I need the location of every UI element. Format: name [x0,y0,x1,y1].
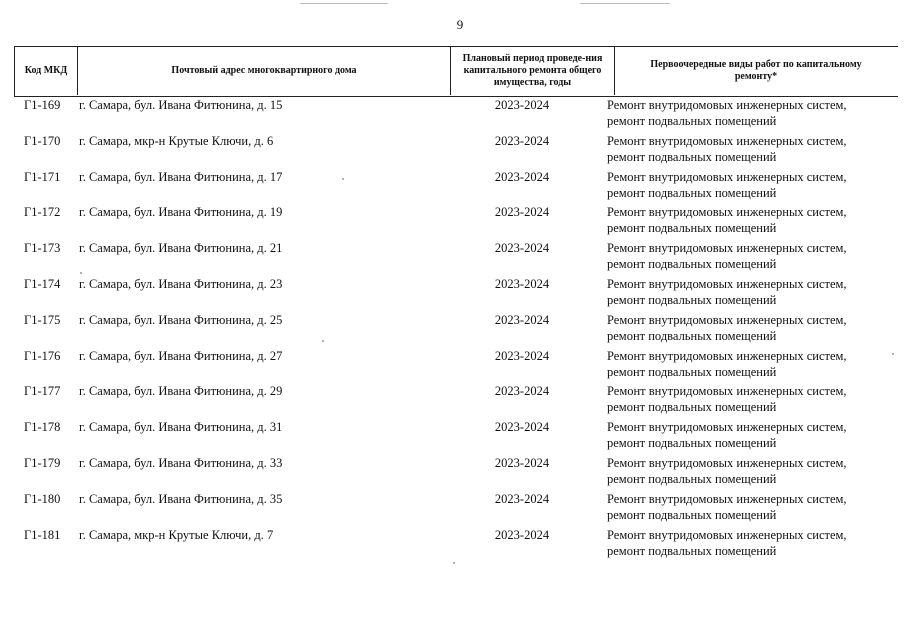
row-works-line2: ремонт подвальных помещений [607,114,777,128]
scan-speck [453,562,455,564]
row-period: 2023-2024 [494,241,550,256]
row-period: 2023-2024 [494,420,550,435]
row-works-line2: ремонт подвальных помещений [607,471,777,486]
row-works-line2: ремонт подвальных помещений [607,543,777,558]
row-period: 2023-2024 [494,491,550,506]
row-address: г. Самара, бул. Ивана Фитюнина, д. 23 [79,276,283,291]
row-address: г. Самара, бул. Ивана Фитюнина, д. 35 [79,491,283,506]
table-row [0,527,905,563]
row-address: г. Самара, мкр-н Крутые Ключи, д. 6 [79,133,274,148]
scan-speck [322,340,324,342]
row-code: Г1-171 [24,169,61,184]
row-works [607,312,847,344]
row-works [607,240,847,272]
row-works-line2: ремонт подвальных помещений [607,257,777,272]
row-code: Г1-179 [24,455,61,470]
row-period: 2023-2024 [494,98,550,112]
row-period: 2023-2024 [494,133,550,148]
row-works-line1: Ремонт внутридомовых инженерных систем, [607,205,847,220]
header-address: Почтовый адрес многоквартирного дома [78,47,451,95]
table-row [0,312,905,348]
row-works-line1: Ремонт внутридомовых инженерных систем, [607,276,847,291]
row-works-line1: Ремонт внутридомовых инженерных систем, [607,133,847,148]
row-works-line2: ремонт подвальных помещений [607,185,777,200]
row-works [607,491,847,523]
header-code: Код МКД [15,47,78,95]
row-address: г. Самара, бул. Ивана Фитюнина, д. 15 [79,98,283,112]
row-works [607,527,847,559]
row-period: 2023-2024 [494,384,550,399]
row-period: 2023-2024 [494,312,550,327]
row-works-line1: Ремонт внутридомовых инженерных систем, [607,455,847,470]
row-address: г. Самара, бул. Ивана Фитюнина, д. 33 [79,455,283,470]
row-code: Г1-176 [24,348,61,363]
row-works-line1: Ремонт внутридомовых инженерных систем, [607,169,847,184]
table-row [0,383,905,419]
row-works [607,204,847,236]
row-works-line2: ремонт подвальных помещений [607,221,777,236]
row-period: 2023-2024 [494,169,550,184]
row-code: Г1-178 [24,420,61,435]
table-row [0,97,905,133]
scan-speck [80,272,82,274]
row-works-line2: ремонт подвальных помещений [607,328,777,343]
row-works-line2: ремонт подвальных помещений [607,436,777,451]
row-address: г. Самара, бул. Ивана Фитюнина, д. 27 [79,348,283,363]
row-works-line1: Ремонт внутридомовых инженерных систем, [607,312,847,327]
row-works [607,455,847,487]
row-code: Г1-170 [24,133,61,148]
row-works-line2: ремонт подвальных помещений [607,149,777,164]
table-row [0,169,905,205]
row-address: г. Самара, бул. Ивана Фитюнина, д. 19 [79,205,283,220]
row-code: Г1-181 [24,527,61,542]
row-address: г. Самара, бул. Ивана Фитюнина, д. 29 [79,384,283,399]
row-address: г. Самара, бул. Ивана Фитюнина, д. 25 [79,312,283,327]
row-works [607,383,847,415]
row-works [607,133,847,165]
table-row [0,348,905,384]
row-period: 2023-2024 [494,276,550,291]
row-works [607,419,847,451]
row-works-line1: Ремонт внутридомовых инженерных систем, [607,241,847,256]
row-works-line1: Ремонт внутридомовых инженерных систем, [607,348,847,363]
row-period: 2023-2024 [494,455,550,470]
scan-top-rule-right [580,3,670,4]
table-row [0,276,905,312]
row-works-line2: ремонт подвальных помещений [607,364,777,379]
table-header [14,46,898,97]
scan-speck [342,178,344,180]
row-code: Г1-173 [24,241,61,256]
row-code: Г1-177 [24,384,61,399]
row-works-line1: Ремонт внутридомовых инженерных систем, [607,527,847,542]
row-address: г. Самара, бул. Ивана Фитюнина, д. 31 [79,420,283,435]
row-works [607,348,847,380]
table-row [0,240,905,276]
row-works-line1: Ремонт внутридомовых инженерных систем, [607,491,847,506]
scan-speck [892,353,894,355]
table-row [0,133,905,169]
row-period: 2023-2024 [494,527,550,542]
row-address: г. Самара, мкр-н Крутые Ключи, д. 7 [79,527,274,542]
row-code: Г1-174 [24,276,61,291]
header-works: Первоочередные виды работ по капитальному ремонту* [650,59,862,82]
row-code: Г1-169 [24,98,61,112]
row-address: г. Самара, бул. Ивана Фитюнина, д. 21 [79,241,283,256]
row-code: Г1-175 [24,312,61,327]
table-row [0,455,905,491]
row-code: Г1-172 [24,205,61,220]
row-works [607,169,847,201]
table-row [0,491,905,527]
row-works [607,276,847,308]
row-period: 2023-2024 [494,205,550,220]
header-period: Плановый период проведе-ния капитального ремонта общего имущества, годы [451,47,615,95]
row-works-line1: Ремонт внутридомовых инженерных систем, [607,98,847,112]
row-works [607,97,847,129]
table-row [0,204,905,240]
row-works-line1: Ремонт внутридомовых инженерных систем, [607,384,847,399]
row-works-line2: ремонт подвальных помещений [607,507,777,522]
row-period: 2023-2024 [494,348,550,363]
row-address: г. Самара, бул. Ивана Фитюнина, д. 17 [79,169,283,184]
row-code: Г1-180 [24,491,61,506]
table-body [0,97,905,562]
row-works-line1: Ремонт внутридомовых инженерных систем, [607,420,847,435]
row-works-line2: ремонт подвальных помещений [607,292,777,307]
row-works-line2: ремонт подвальных помещений [607,400,777,415]
table-row [0,419,905,455]
page-number: 9 [456,17,464,32]
scan-top-rule-left [300,3,388,4]
